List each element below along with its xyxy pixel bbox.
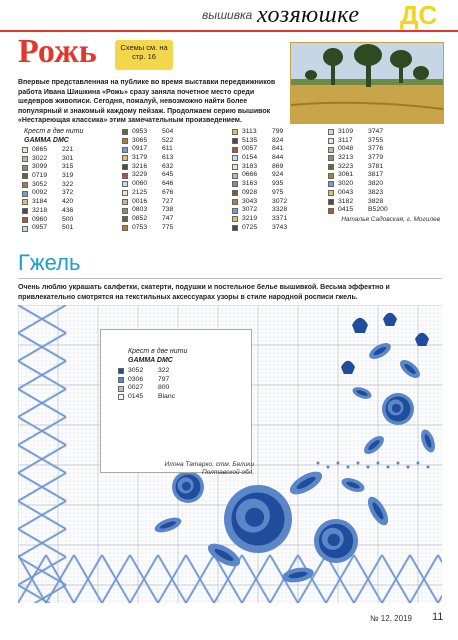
thread-symbol-icon [118, 377, 124, 383]
thread-row [122, 206, 173, 215]
section-rubric: вышивка [202, 8, 253, 22]
rozh-author: Наталья Садовская, г. Могилев [341, 216, 440, 223]
thread-row [22, 155, 73, 164]
page-number: 11 [432, 611, 444, 623]
dmc-code: 3755 [368, 136, 384, 144]
header-divider [0, 30, 458, 32]
gamma-code: 0865 [32, 146, 48, 153]
thread-row [232, 171, 287, 180]
gamma-code: 3216 [132, 162, 148, 170]
dmc-code: 322 [62, 180, 74, 188]
dmc-code: 924 [272, 171, 284, 179]
thread-symbol-icon [122, 208, 128, 214]
gamma-code: 0027 [128, 384, 144, 392]
dmc-code: 3747 [368, 128, 384, 135]
thread-row [22, 224, 73, 233]
thread-symbol-icon [122, 199, 128, 205]
gamma-code: 3213 [338, 154, 354, 162]
dmc-code: B5200 [368, 206, 388, 214]
thread-row [22, 189, 73, 198]
dmc-code: Blanc [158, 393, 176, 401]
thread-row [122, 163, 173, 172]
gamma-code: 3052 [32, 180, 48, 188]
dmc-code: 501 [62, 224, 74, 232]
thread-row [22, 146, 73, 155]
thread-symbol-icon [328, 138, 334, 144]
thread-symbol-icon [328, 199, 334, 205]
dmc-code: 824 [272, 136, 284, 144]
gamma-code: 3182 [338, 197, 354, 205]
magazine-title: хозяюшке [257, 2, 360, 28]
thread-table-brands: GAMMA DMC [24, 137, 69, 144]
gamma-code: 3022 [32, 154, 48, 162]
thread-symbol-icon [22, 182, 28, 188]
dmc-code: 841 [272, 145, 284, 153]
gamma-code: 3052 [128, 367, 144, 374]
thread-symbol-icon [232, 199, 238, 205]
thread-symbol-icon [22, 191, 28, 197]
dmc-code: 676 [162, 188, 174, 196]
thread-symbol-icon [232, 138, 238, 144]
thread-row [118, 384, 175, 393]
dmc-code: 3743 [272, 223, 288, 231]
thread-symbol-icon [118, 368, 124, 374]
dmc-code: 420 [62, 198, 74, 206]
thread-row [232, 154, 287, 163]
gamma-code: 3179 [132, 154, 148, 162]
gamma-code: 3109 [338, 128, 354, 135]
gamma-code: 3065 [132, 136, 148, 144]
gamma-code: 3223 [338, 162, 354, 170]
dmc-code: 301 [62, 154, 74, 162]
thread-symbol-icon [232, 129, 238, 135]
dmc-code: 775 [162, 223, 174, 231]
gamma-code: 0048 [338, 145, 354, 153]
thread-row [22, 172, 73, 181]
dmc-code: 632 [162, 162, 174, 170]
thread-table-header: Крест в две нити [24, 128, 84, 135]
gamma-code: 3218 [32, 206, 48, 214]
thread-symbol-icon [328, 173, 334, 179]
gamma-code: 3099 [32, 163, 48, 171]
thread-row [122, 215, 173, 224]
thread-symbol-icon [122, 225, 128, 231]
thread-row [328, 137, 388, 146]
gamma-code: 5135 [242, 136, 258, 144]
thread-symbol-icon [122, 181, 128, 187]
gamma-code: 3184 [32, 198, 48, 206]
gamma-code: 0666 [242, 171, 258, 179]
thread-column-2 [122, 128, 173, 232]
thread-symbol-icon [328, 181, 334, 187]
thread-symbol-icon [232, 208, 238, 214]
dmc-code: 3820 [368, 180, 384, 188]
dmc-code: 315 [62, 163, 74, 171]
dmc-code: 3328 [272, 206, 288, 214]
thread-row [122, 189, 173, 198]
thread-symbol-icon [22, 156, 28, 162]
thread-row [328, 128, 388, 137]
rozh-intro: Впервые представленная на публике во время выставки передвижников работа Ивана Шишкина «Рожь» сразу заняла почетное место среди шедевров живописи. Сегодня, пожалуй, невозможно найти более популярный и знакомый каждому пейзаж. Продолжаем серию вышивок «Нестареющая классика» этим замечательным произведением. [18, 79, 276, 124]
thread-row [232, 163, 287, 172]
issue-number: № 12, 2019 [370, 614, 412, 623]
thread-symbol-icon [122, 190, 128, 196]
dmc-code: 3781 [368, 162, 384, 170]
gamma-code: 3229 [132, 171, 148, 179]
gamma-code: 3183 [242, 162, 258, 170]
thread-row [232, 145, 287, 154]
dmc-code: 372 [62, 189, 74, 197]
thread-row [232, 215, 287, 224]
dmc-code: 522 [162, 136, 174, 144]
gamma-code: 0043 [338, 188, 354, 196]
gamma-code: 0960 [32, 215, 48, 223]
thread-symbol-icon [328, 190, 334, 196]
thread-symbol-icon [328, 164, 334, 170]
dmc-code: 975 [272, 188, 284, 196]
thread-row [122, 198, 173, 207]
dmc-code: 504 [162, 128, 174, 135]
thread-row [122, 180, 173, 189]
thread-row [22, 198, 73, 207]
dmc-code: 935 [272, 180, 284, 188]
thread-row [122, 154, 173, 163]
thread-row [328, 163, 388, 172]
dmc-code: 3072 [272, 197, 288, 205]
thread-row [328, 189, 388, 198]
gamma-code: 3163 [242, 180, 258, 188]
gamma-code: 0060 [132, 180, 148, 188]
section-divider [18, 278, 442, 279]
dmc-code: 844 [272, 154, 284, 162]
thread-row [232, 206, 287, 215]
dmc-code: 727 [162, 197, 174, 205]
dmc-code: 3828 [368, 197, 384, 205]
thread-symbol-icon [232, 190, 238, 196]
dmc-code: 500 [62, 215, 74, 223]
thread-symbol-icon [328, 208, 334, 214]
gamma-code: 0917 [132, 145, 148, 153]
dmc-code: 3371 [272, 214, 288, 222]
thread-symbol-icon [232, 147, 238, 153]
article-title-gzhel: Гжель [18, 250, 81, 275]
thread-symbol-icon [328, 147, 334, 153]
gamma-code: 0803 [132, 206, 148, 214]
thread-row [22, 207, 73, 216]
thread-symbol-icon [232, 181, 238, 187]
dmc-code: 646 [162, 180, 174, 188]
painting-thumbnail [290, 42, 444, 124]
thread-row [122, 171, 173, 180]
thread-row [22, 163, 73, 172]
thread-symbol-icon [122, 164, 128, 170]
thread-symbol-icon [232, 216, 238, 222]
thread-symbol-icon [122, 216, 128, 222]
thread-symbol-icon [22, 208, 28, 214]
thread-row [328, 145, 388, 154]
thread-row [232, 224, 287, 233]
gamma-code: 3113 [242, 128, 257, 135]
thread-row [118, 367, 175, 376]
gamma-code: 0753 [132, 223, 148, 231]
gamma-code: 3072 [242, 206, 258, 214]
gamma-code: 0415 [338, 206, 354, 214]
thread-symbol-icon [22, 217, 28, 223]
thread-symbol-icon [328, 129, 334, 135]
thread-row [122, 128, 173, 137]
thread-symbol-icon [328, 155, 334, 161]
thread-row [22, 181, 73, 190]
dmc-code: 800 [158, 384, 170, 392]
gzhel-author: Илона Татарко, стм. Белики Полтавской обл. [164, 461, 254, 476]
thread-column-1 [22, 146, 73, 233]
thread-symbol-icon [232, 225, 238, 231]
dmc-code: 613 [162, 154, 174, 162]
thread-row [232, 198, 287, 207]
dmc-code: 645 [162, 171, 174, 179]
dmc-code: 869 [272, 162, 284, 170]
gzhel-thread-list [118, 367, 175, 402]
thread-row [122, 137, 173, 146]
thread-row [122, 224, 173, 233]
gamma-code: 0057 [242, 145, 258, 153]
thread-row [328, 206, 388, 215]
dmc-code: 322 [158, 367, 170, 374]
dmc-code: 3817 [368, 171, 384, 179]
thread-symbol-icon [22, 173, 28, 179]
thread-symbol-icon [232, 164, 238, 170]
thread-column-4 [328, 128, 388, 215]
gamma-code: 3043 [242, 197, 258, 205]
gamma-code: 0852 [132, 214, 148, 222]
gamma-code: 3117 [338, 136, 353, 144]
thread-symbol-icon [118, 394, 124, 400]
dmc-code: 319 [62, 172, 74, 180]
thread-column-3 [232, 128, 287, 232]
thread-row [232, 128, 287, 137]
dmc-code: 747 [162, 214, 174, 222]
thread-symbol-icon [118, 386, 124, 392]
magazine-logo-ds: ДС [400, 0, 438, 30]
thread-symbol-icon [122, 138, 128, 144]
dmc-code: 3779 [368, 154, 384, 162]
thread-symbol-icon [22, 147, 28, 153]
thread-symbol-icon [22, 226, 28, 232]
thread-row [232, 189, 287, 198]
gamma-code: 0092 [32, 189, 48, 197]
thread-symbol-icon [22, 199, 28, 205]
thread-symbol-icon [122, 155, 128, 161]
gamma-code: 3020 [338, 180, 354, 188]
thread-row [328, 154, 388, 163]
gamma-code: 0953 [132, 128, 148, 135]
thread-symbol-icon [232, 173, 238, 179]
thread-row [118, 376, 175, 385]
thread-row [328, 198, 388, 207]
gamma-code: 0016 [132, 197, 148, 205]
gzhel-intro: Очень люблю украшать салфетки, скатерти, подушки и постельное белье вышивкой. Весьма эффектно и привлекательно смотрятся на текстильных аксессуарах узоры в стиле народной росписи гжель. [18, 284, 390, 301]
dmc-code: 799 [272, 128, 284, 135]
gamma-code: 0154 [242, 154, 258, 162]
gamma-code: 0957 [32, 224, 48, 232]
gamma-code: 0145 [128, 393, 144, 401]
dmc-code: 3823 [368, 188, 384, 196]
dmc-code: 611 [162, 145, 173, 153]
thread-row [328, 180, 388, 189]
gamma-code: 2125 [132, 188, 148, 196]
dmc-code: 738 [162, 206, 174, 214]
gzhel-table-header: Крест в две нити [128, 348, 188, 355]
dmc-code: 436 [62, 206, 74, 214]
thread-symbol-icon [22, 165, 28, 171]
gamma-code: 0725 [242, 223, 258, 231]
article-title-rozh: Рожь [18, 33, 97, 70]
thread-row [328, 171, 388, 180]
gamma-code: 3061 [338, 171, 354, 179]
thread-symbol-icon [232, 155, 238, 161]
thread-row [232, 137, 287, 146]
gzhel-table-brands: GAMMA DMC [128, 357, 173, 364]
gamma-code: 3219 [242, 214, 258, 222]
dmc-code: 3776 [368, 145, 384, 153]
thread-row [22, 216, 73, 225]
gamma-code: 0928 [242, 188, 258, 196]
thread-symbol-icon [122, 129, 128, 135]
thread-row [122, 145, 173, 154]
schemes-badge: Схемы см. на стр. 16 [115, 40, 173, 70]
dmc-code: 797 [158, 375, 170, 383]
thread-row [118, 393, 175, 402]
thread-symbol-icon [122, 173, 128, 179]
thread-row [232, 180, 287, 189]
gamma-code: 0306 [128, 375, 144, 383]
thread-symbol-icon [122, 147, 128, 153]
gamma-code: 0719 [32, 172, 48, 180]
dmc-code: 221 [62, 146, 74, 153]
